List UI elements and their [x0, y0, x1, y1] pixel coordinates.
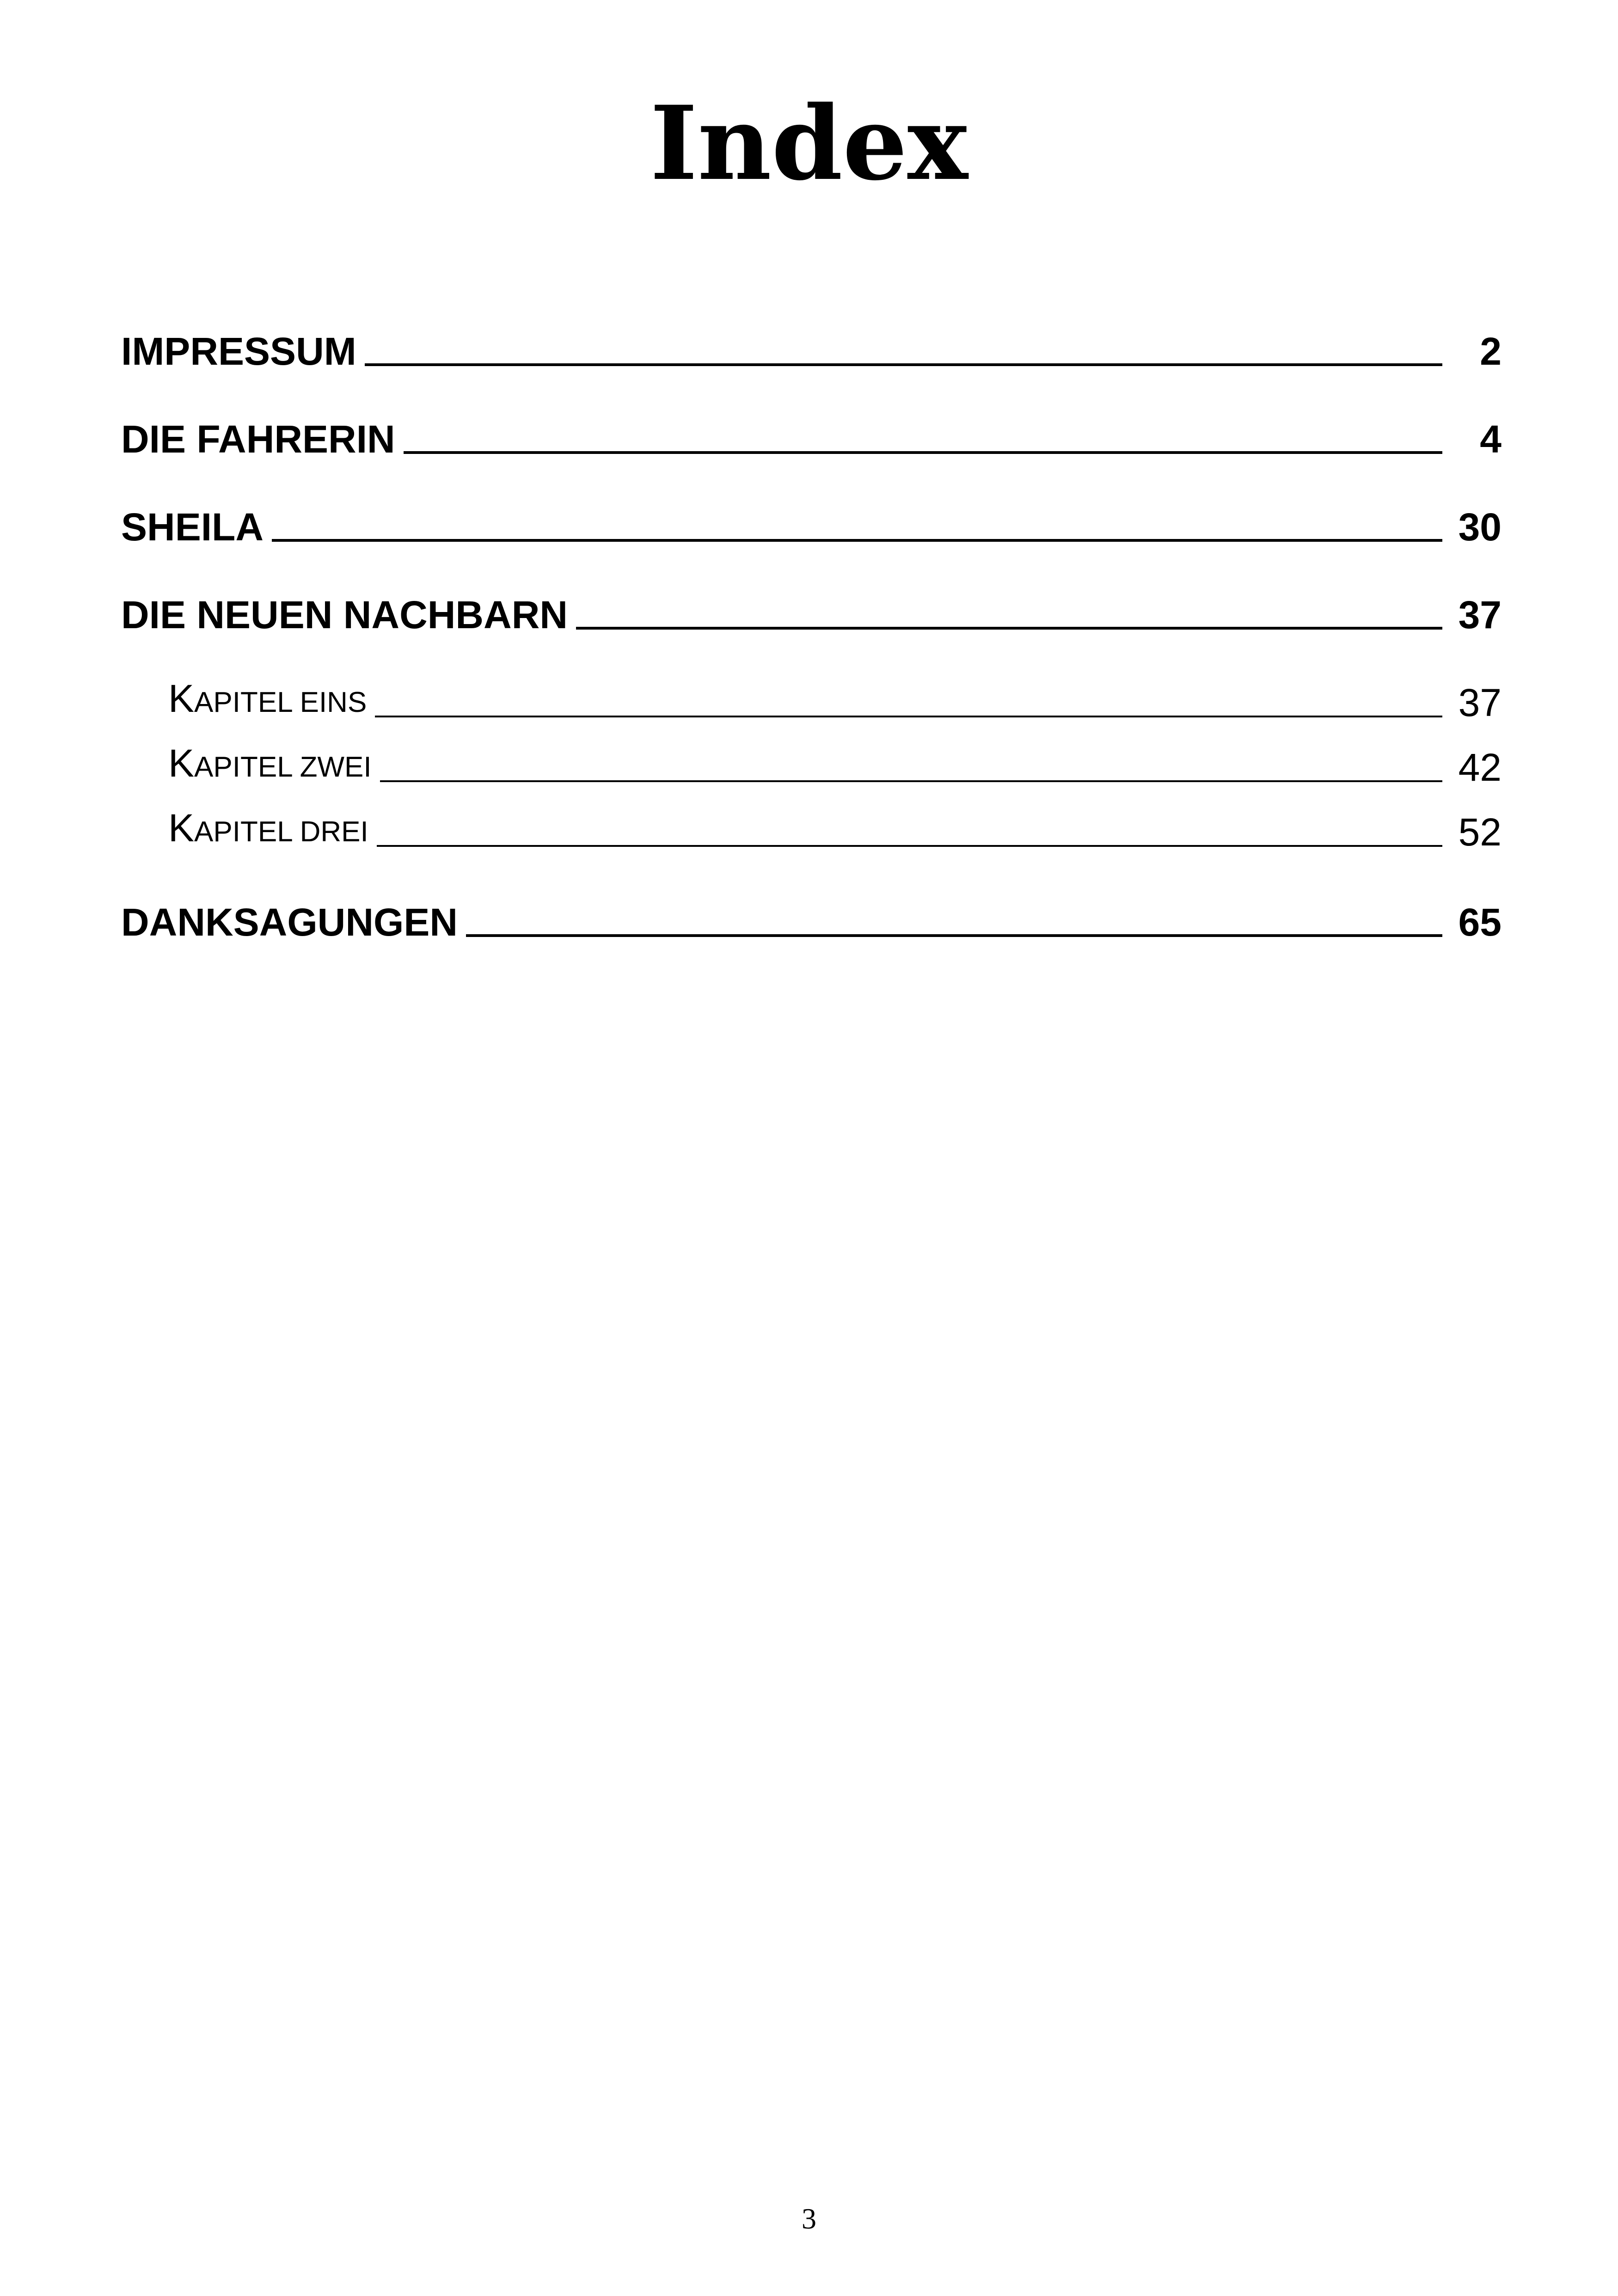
toc-entry-page: 37 — [1458, 593, 1502, 637]
toc-label-initial: K — [168, 677, 195, 720]
toc-entry-label: DIE FAHRERIN — [121, 417, 395, 461]
toc-entry-label — [168, 740, 372, 790]
toc-label-rest: APITEL DREI — [194, 816, 368, 848]
toc-entry-label — [168, 675, 367, 726]
toc-leader-line — [380, 780, 1442, 782]
toc-leader-line — [375, 716, 1442, 717]
toc-entry-label — [168, 805, 368, 855]
toc-leader-line — [365, 363, 1442, 366]
toc-entry-page: 30 — [1458, 505, 1502, 549]
toc-entry-label: DANKSAGUNGEN — [121, 900, 458, 944]
toc-entry-impressum[interactable] — [121, 324, 1502, 374]
toc-entry-page: 52 — [1458, 810, 1502, 854]
toc-entry-page: 65 — [1458, 900, 1502, 944]
toc-entry-die-neuen-nachbarn[interactable] — [121, 587, 1502, 638]
toc-entry-page: 2 — [1480, 330, 1502, 373]
toc-label-rest: APITEL EINS — [194, 686, 367, 718]
toc-label-rest: APITEL ZWEI — [194, 751, 372, 783]
toc-entry-die-fahrerin[interactable] — [121, 411, 1502, 462]
toc-entry-page: 42 — [1458, 746, 1502, 789]
toc-subentry-kapitel-zwei[interactable] — [121, 740, 1502, 790]
toc-leader-line — [576, 627, 1442, 630]
toc-entry-page: 37 — [1458, 681, 1502, 724]
toc-leader-line — [466, 934, 1442, 937]
toc-leader-line — [377, 845, 1442, 847]
toc-entry-page: 4 — [1480, 417, 1502, 461]
page-number: 3 — [802, 2202, 816, 2235]
toc-subentry-kapitel-eins[interactable] — [121, 675, 1502, 726]
toc-leader-line — [272, 539, 1442, 542]
toc-entry-label: DIE NEUEN NACHBARN — [121, 593, 568, 637]
toc-subentry-kapitel-drei[interactable] — [121, 804, 1502, 855]
page-title: Index — [650, 83, 968, 203]
toc-label-initial: K — [168, 741, 195, 785]
toc-leader-line — [404, 451, 1442, 454]
toc-entry-label: SHEILA — [121, 505, 264, 549]
toc-label-initial: K — [168, 806, 195, 850]
toc-entry-sheila[interactable] — [121, 499, 1502, 550]
toc-entry-label: IMPRESSUM — [121, 330, 356, 373]
toc-entry-danksagungen[interactable] — [121, 894, 1502, 945]
